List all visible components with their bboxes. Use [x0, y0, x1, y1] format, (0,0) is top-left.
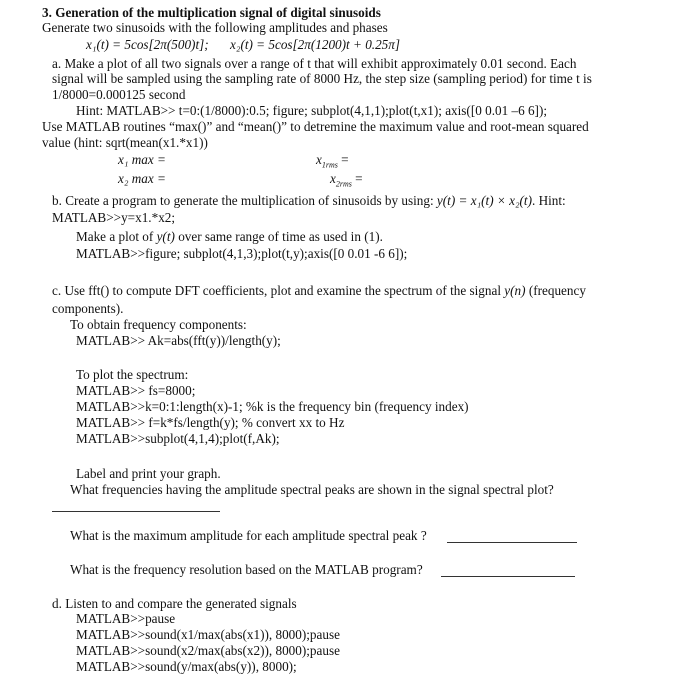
x1-max-label: x₁ max =: [118, 152, 166, 167]
part-b-line2: MATLAB>>y=x1.*x2;: [52, 210, 176, 225]
part-c-line4: MATLAB>> Ak=abs(fft(y))/length(y);: [76, 333, 281, 348]
part-c-line8: MATLAB>> f=k*fs/length(y); % convert xx to Hz: [76, 415, 345, 430]
part-d-line3: MATLAB>>sound(x1/max(abs(x1)), 8000);pause: [76, 627, 340, 642]
part-c-line9: MATLAB>>subplot(4,1,4);plot(f,Ak);: [76, 431, 280, 446]
part-a-use-line1: Use MATLAB routines “max()” and “mean()” to detremine the maximum value and root-mean squared: [42, 119, 589, 134]
question-max-amplitude: What is the maximum amplitude for each amplitude spectral peak ?: [70, 528, 427, 543]
part-d-line4: MATLAB>>sound(x2/max(abs(x2)), 8000);pause: [76, 643, 340, 658]
part-b-line1: b. Create a program to generate the multiplication of sinusoids by using: y(t) = x₁(t) × x₂(t). Hint:: [52, 193, 566, 208]
part-d-line2: MATLAB>>pause: [76, 611, 176, 626]
part-d-line5: MATLAB>>sound(y/max(abs(y)), 8000);: [76, 659, 297, 674]
part-c-line1: c. Use fft() to compute DFT coefficients, plot and examine the spectrum of the signal y(n) (frequency: [52, 283, 586, 298]
part-a-line2: signal will be sampled using the sampling rate of 8000 Hz, the step size (sampling period) for time t is: [52, 71, 592, 86]
part-c-line3: To obtain frequency components:: [70, 317, 247, 332]
equation-x2: x₂(t) = 5cos[2π(1200)t + 0.25π]: [230, 37, 401, 52]
answer-line-frequencies[interactable]: [52, 511, 220, 512]
part-c-line7: MATLAB>>k=0:1:length(x)-1; %k is the frequency bin (frequency index): [76, 399, 469, 414]
part-c-line5: To plot the spectrum:: [76, 367, 189, 382]
part-b-line3: Make a plot of y(t) over same range of time as used in (1).: [76, 229, 383, 244]
part-a-line3: 1/8000=0.000125 second: [52, 87, 186, 102]
section-heading: 3. Generation of the multiplication signal of digital sinusoids: [42, 5, 381, 20]
x1-rms-label: $x_{1rms}$ =: [316, 152, 349, 170]
question-frequency-resolution: What is the frequency resolution based on the MATLAB program?: [70, 562, 423, 577]
part-d-line1: d. Listen to and compare the generated signals: [52, 596, 297, 611]
part-c-line10: Label and print your graph.: [76, 466, 221, 481]
part-b-line4: MATLAB>>figure; subplot(4,1,3);plot(t,y);axis([0 0.01 -6 6]);: [76, 246, 408, 261]
answer-line-frequency-resolution[interactable]: [441, 576, 575, 577]
part-c-line6: MATLAB>> fs=8000;: [76, 383, 196, 398]
part-c-line2: components).: [52, 301, 124, 316]
part-a-hint: Hint: MATLAB>> t=0:(1/8000):0.5; figure; subplot(4,1,1);plot(t,x1); axis([0 0.01 –6 6]);: [76, 103, 548, 118]
x2-max-label: x₂ max =: [118, 171, 166, 186]
answer-line-max-amplitude[interactable]: [447, 542, 577, 543]
part-a-use-line2: value (hint: sqrt(mean(x1.*x1)): [42, 135, 208, 150]
x2-rms-label: $x_{2rms}$ =: [330, 171, 363, 189]
part-a-line1: a. Make a plot of all two signals over a range of t that will exhibit approximately 0.01 second. Each: [52, 56, 577, 71]
equation-x1: x₁(t) = 5cos[2π(500)t];: [86, 37, 209, 52]
intro-text: Generate two sinusoids with the following amplitudes and phases: [42, 20, 388, 35]
part-c-line11: What frequencies having the amplitude spectral peaks are shown in the signal spectral plot?: [70, 482, 554, 497]
